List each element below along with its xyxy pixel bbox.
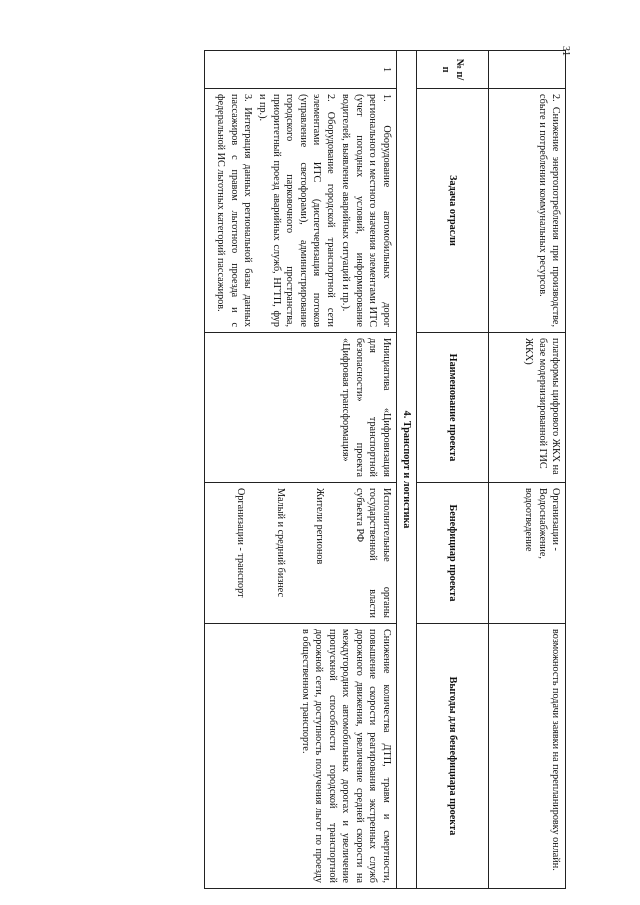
header-num: № п/п bbox=[417, 51, 489, 89]
rotated-table-wrapper bbox=[44, 50, 566, 888]
project-cell: платформы цифрового ЖКХ на базе модернизированной ГИС ЖКХ) bbox=[489, 333, 566, 483]
task-cell: 2. Снижение энергопотребления при производстве, сбыте и потреблении коммунальных ресурсов. bbox=[489, 89, 566, 333]
beneficiary-item-4: Организации - транспорт bbox=[235, 488, 247, 598]
header-row bbox=[417, 51, 489, 889]
table-row-transport bbox=[204, 51, 396, 889]
task-item-2: 2. Оборудование городской транспортной сети элементами ИТС (диспетчеризация потоков (управление светофорами), администрирование городского парковочного пространства, приоритетный проезд аварийных служб, НГТП, фур и пр.). bbox=[257, 94, 336, 327]
projects-table bbox=[204, 50, 566, 889]
beneficiary-item-3: Малый и средний бизнес bbox=[274, 488, 286, 598]
table-row-continued bbox=[489, 51, 566, 889]
benefits-cell: Снижение количества ДТП, травм и смертности, повышение скорости реагирования экстренных служб дорожного движения, увеличение средней скорости на междугородних автомобильных дорогах и увеличение пропускной способности городской транспортной дорожной сети, доступность получения льгот по проезду в общественном транспорте. bbox=[204, 624, 396, 889]
header-benefits: Выгоды для бенефициара проекта bbox=[417, 624, 489, 889]
section-row bbox=[396, 51, 416, 889]
task-item-3: 3. Интеграция данных региональной базы данных пассажиров с правом льготного проезда и с федеральной ИС льготных категорий пассажиров. bbox=[215, 94, 254, 327]
row-number bbox=[489, 51, 566, 89]
header-beneficiary: Бенефициар проекта bbox=[417, 483, 489, 624]
section-title: 4. Транспорт и логистика bbox=[396, 51, 416, 889]
beneficiary-item-1: Исполнительные органы государственной власти субъекта РФ bbox=[353, 488, 392, 618]
header-task: Задача отрасли bbox=[417, 89, 489, 333]
beneficiary-cell: Организации - Водоснабжение, водоотведение bbox=[489, 483, 566, 624]
beneficiary-item-2: Жители регионов bbox=[314, 488, 326, 565]
benefits-cell: возможность подачи заявки на перепланировку онлайн. bbox=[489, 624, 566, 889]
task-cell bbox=[204, 89, 396, 333]
task-item-1: 1. Оборудование автомобильных дорог регионального и местного значения элементами ИТС (учет погодных условий, информирование водителей, выявление аварийных ситуаций и пр.). bbox=[340, 94, 392, 327]
page-number: 31 bbox=[560, 46, 571, 56]
row-number: 1 bbox=[204, 51, 396, 89]
header-project: Наименование проекта bbox=[417, 333, 489, 483]
project-cell: Инициатива «Цифровизация для транспортной безопасности» проекта «Цифровая трансформация» bbox=[204, 333, 396, 483]
beneficiary-cell bbox=[204, 483, 396, 624]
